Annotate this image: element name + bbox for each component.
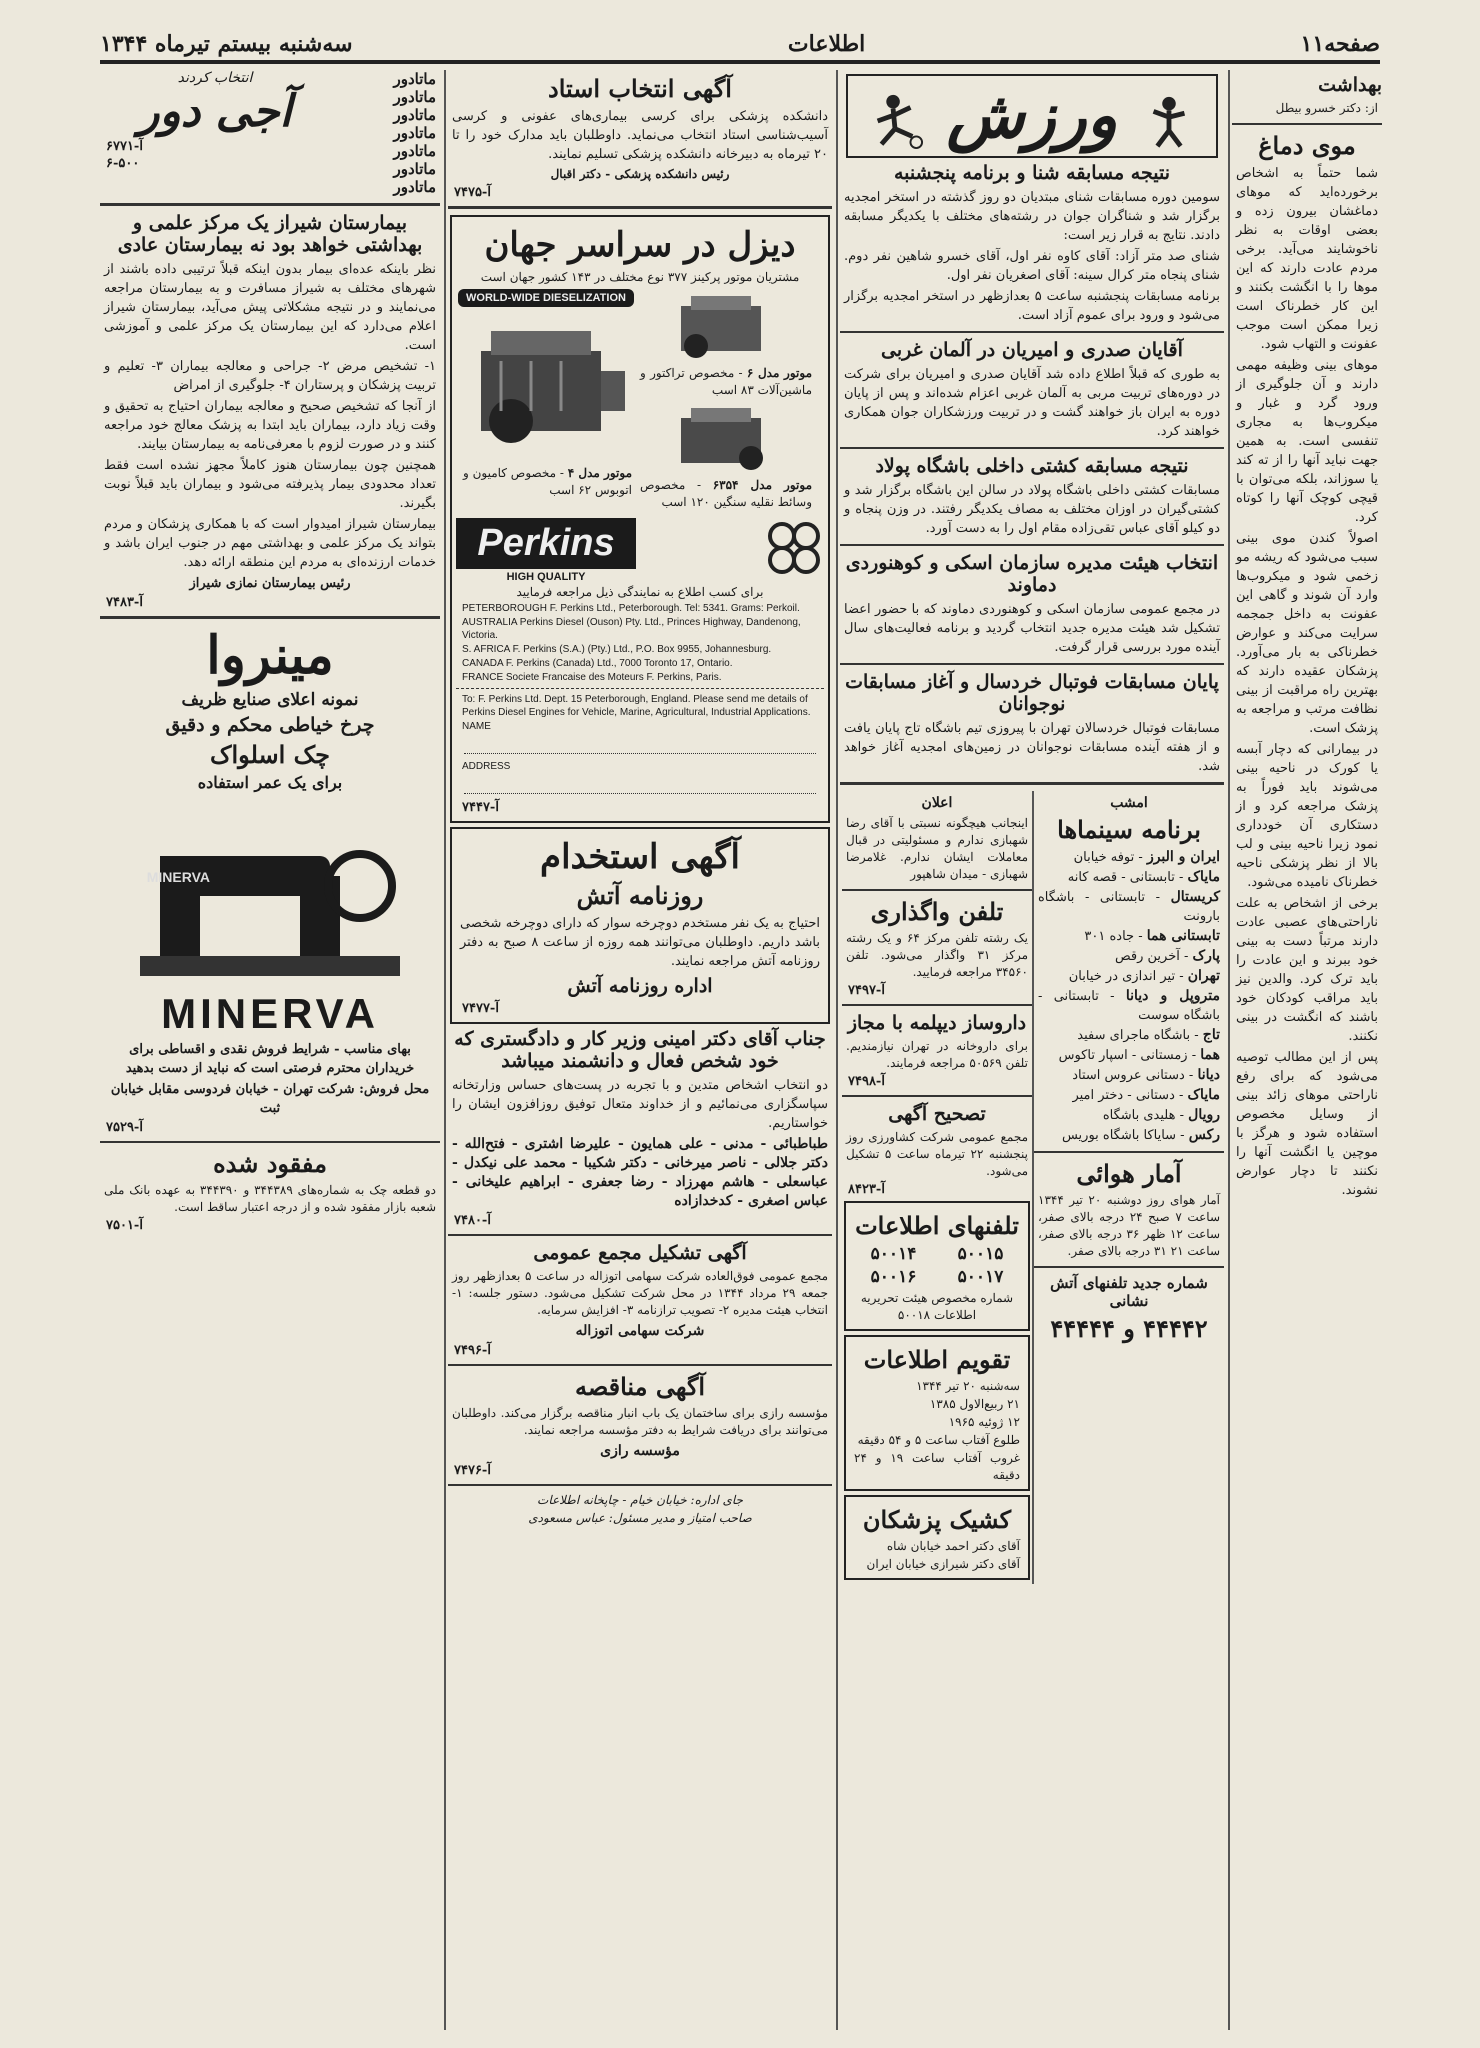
phones-row: ۵۰۰۱۶ ۵۰۰۱۷ (870, 1267, 1004, 1287)
sport-headline: نتیجه مسابقه شنا و برنامه پنجشنبه (893, 162, 1170, 184)
minerva-wordmark: MINERVA (161, 990, 379, 1037)
tender-sign: مؤسسه رازی (600, 1443, 680, 1459)
fire-title: شماره جدید تلفنهای آتش نشانی (1050, 1274, 1208, 1310)
hospital-sign: رئیس بیمارستان نمازی شیراز (189, 576, 351, 591)
ad-ref: ۷۴۷۵-آ (454, 185, 491, 200)
divider (100, 616, 440, 619)
sport-headline: پایان مسابقات فوتبال خردسال و آغاز مسابقات نوجوانان (845, 671, 1219, 715)
coupon-address-label: ADDRESS (462, 761, 511, 772)
job-ad-text: احتیاج به یک نفر مستخدم دوچرخه سوار که دارای دوچرخه شخصی باشد داریم. داوطلبان می‌توانند همه روزه از ساعت ۸ صبح به دفتر روزنامه آتش مراجعه نمایند. (460, 916, 821, 969)
minerva-line: چرخ خیاطی محکم و دقیق (165, 714, 375, 736)
minerva-shop: محل فروش: شرکت تهران - خیابان فردوسی مقابل خیابان ثبت (110, 1082, 430, 1116)
divider (840, 663, 1224, 665)
correction-text: مجمع عمومی شرکت کشاورزی روز پنجشنبه ۲۲ تیرماه ساعت ۵ تشکیل می‌شود. (846, 1130, 1029, 1178)
correction-title: تصحیح آگهی (888, 1103, 986, 1125)
sport-paragraph: به طوری که قبلاً اطلاع داده شد آقایان صدری و امیریان برای شرکت در دوره‌های تربیت مربی به آلمان غربی اعزام شده‌اند و پس از پایان دوره به ایران باز خواهند گشت و در تربیت ورزشکاران جوان همکاری خواهند کرد. (844, 367, 1220, 439)
divider (840, 544, 1224, 546)
perkins-address: FRANCE Societe Francaise des Moteurs F. Perkins, Paris. (462, 672, 722, 683)
perkins-address: AUSTRALIA Perkins Diesel (Ouson) Pty. Ltd., Princes Highway, Dandenong, Victoria. (462, 617, 801, 641)
matador-slogan: انتخاب کردند (177, 70, 253, 86)
job-ad-subtitle: روزنامه آتش (576, 881, 704, 910)
hospital-paragraph: نظر باینکه عده‌ای بیمار بدون اینکه قبلاً ترتیبی داده باشند از شهرهای مختلف به شیراز مسافرت و به بیمارستان مراجعه می‌نمایند و در نتیجه مشکلاتی پیش می‌آید، بیمارستان شیراز اعلام می‌دارد که این بیمارستان یک مرکز علمی و آموزشی است. (104, 262, 436, 353)
cinema-entry: هما - زمستانی - اسپار تاکوس (1058, 1047, 1220, 1063)
cinema-entry: رکس - سایاکا باشگاه بوریس (1061, 1127, 1220, 1143)
boxer-icon (1140, 92, 1198, 150)
doctor-line: آقای دکتر شیرازی خیابان ایران (866, 1557, 1020, 1571)
engine-icon (461, 311, 631, 461)
issue-date: سه‌شنبه بیستم تیرماه ۱۳۴۴ (100, 31, 353, 57)
divider (100, 203, 440, 206)
engine-area (456, 287, 824, 512)
calendar-title: تقویم اطلاعات (863, 1345, 1011, 1374)
ad-ref: ۶-۵۰۰ (106, 156, 140, 171)
print-note: جای اداره: خیابان خیام - چاپخانه اطلاعات (537, 1493, 743, 1507)
cinema-entry: متروپل و دیانا - تابستانی - باشگاه سوست (1038, 988, 1220, 1023)
ads-column (448, 70, 832, 2030)
cinema-listings (1032, 791, 1224, 1584)
calendar-box (844, 1335, 1030, 1491)
perkins-logo: Perkins (456, 518, 636, 569)
phones-box (844, 1201, 1030, 1331)
divider (1034, 1151, 1224, 1153)
svg-text:MINERVA: MINERVA (146, 869, 210, 885)
perkins-ad (450, 215, 830, 823)
tonight-label: امشب (1110, 795, 1148, 811)
professor-ad-title: آگهی انتخاب استاد (548, 74, 732, 103)
perkins-address: PETERBOROUGH F. Perkins Ltd., Peterborough. Tel: 5341. Grams: Perkoil. (462, 603, 800, 614)
minerva-subtitle: نمونه اعلای صنایع ظریف (181, 690, 359, 710)
divider (1232, 123, 1382, 125)
sport-headline: آقایان صدری و امیریان در آلمان غربی (881, 339, 1183, 361)
health-paragraph: پس از این مطالب توصیه می‌شود که برای رفع ناراحتی موهای زائد بینی از وسایل مخصوص استفاده شود و هرگز با موچین یا انگشت آنها را نکنند تا دچار عوارض نشوند. (1236, 1050, 1378, 1198)
ad-ref: ۷۴۸۰-آ (454, 1213, 491, 1228)
divider (1034, 1266, 1224, 1268)
tender-text: مؤسسه رازی برای ساختمان یک باب انبار مناقصه برگزار می‌کند. داوطلبان می‌توانند برای دریافت شرایط به دفتر مؤسسه مراجعه نمایند. (452, 1406, 828, 1437)
professor-ad-sign: رئیس دانشکده پزشکی - دکتر اقبال (550, 167, 730, 181)
health-paragraph: شما حتماً به اشخاص برخورده‌اید که موهای دماغشان بیرون زده و بعضی اوقات به نظر ناخوشایند می‌آید. برخی مردم عادت دارند که این موها را با انگشت بکنند و این کار خطرناک است زیرا ممکن است موجب عفونت و التهاب شود. (1236, 166, 1378, 352)
assembly-text: مجمع عمومی فوق‌العاده شرکت سهامی اتوزاله در ساعت ۵ بعدازظهر روز جمعه ۲۹ مرداد ۱۳۴۴ در محل شرکت تشکیل می‌شود. دستور جلسه: ۱- انتخاب هیئت مدیره ۲- تصویب ترازنامه ۳- افزایش سرمایه. (452, 1269, 829, 1317)
health-column (1232, 70, 1382, 2030)
sport-paragraph: مسابقات کشتی داخلی باشگاه پولاد در سالن این باشگاه برگزار شد و کشتی‌گیران در اوزان مختلف به مصاف یکدیگر رفتند. در وزن پنجاه و دو کیلو آقای عباس تقی‌زاده مقام اول را به دست آورد. (844, 483, 1220, 536)
calendar-line: ۲۱ ربیع‌الاول ۱۳۸۵ (929, 1397, 1020, 1411)
footballer-icon (866, 92, 924, 150)
cinema-entry: مایاک - دستانی - دختر امیر (1072, 1087, 1220, 1103)
assembly-title: آگهی تشکیل مجمع عمومی (533, 1242, 747, 1264)
phones-note: شماره مخصوص هیئت تحریریه اطلاعات ۵۰۰۱۸ (860, 1291, 1014, 1322)
cinema-entry: تهران - تیر اندازی در خیابان (1068, 968, 1220, 984)
ad-ref: ۷۵۰۱-آ (106, 1218, 143, 1233)
hospital-title: بیمارستان شیراز یک مرکز علمی و بهداشتی خواهد بود نه بیمارستان عادی (117, 212, 423, 256)
notices (842, 791, 1032, 1584)
minister-names: طباطبائی - مدنی - علی همایون - علیرضا اشتری - فتح‌الله - دکتر جلالی - ناصر میرخانی - دکتر شکیبا - محمد علی نیکدل - عباسعلی - هاشم مهرزاد - رضا جعفری - ابراهیم علیخانی - عباس اصغری - کدخدازاده (452, 1136, 828, 1209)
minister-title: جناب آقای دکتر امینی وزیر کار و دادگستری که خود شخص فعال و دانشمند میباشد (454, 1028, 826, 1072)
perkins-brand-row (456, 512, 824, 583)
hospital-paragraph: از آنجا که تشخیص صحیح و معالجه بیماران احتیاج به تحقیق و وقت زیاد دارد، بیماران باید ابتدا به پزشک معالج خود مراجعه کنند و در صورت لزوم با معرفی‌نامه به بیمارستان بیایند. (104, 399, 436, 452)
sport-headline: نتیجه مسابقه کشتی داخلی باشگاه پولاد (875, 455, 1189, 477)
engine-name: موتور مدل ۶۳۵۴ - مخصوص وسائط نقلیه سنگین ۱۲۰ اسب (640, 478, 812, 509)
divider (840, 447, 1224, 449)
tender-title: آگهی مناقصه (574, 1372, 706, 1401)
job-ad (450, 827, 830, 1024)
coupon-cut-line (456, 688, 824, 689)
phones-title: تلفنهای اطلاعات (855, 1211, 1019, 1240)
divider (448, 1364, 832, 1366)
minerva-text: بهای مناسب - شرایط فروش نقدی و اقساطی برای خریداران محترم فرصتی است که نباید از دست بدهید (125, 1042, 415, 1076)
matador-logo: آجی دور (138, 86, 292, 137)
ad-ref: ۷۴۷۷-آ (462, 1001, 499, 1016)
section-health: بهداشت (1318, 74, 1382, 96)
ad-ref: ۷۴۸۳-آ (106, 595, 143, 610)
ad-ref: ۷۵۲۹-آ (106, 1120, 143, 1135)
cinema-entry: تابستانی هما - جاده ۳۰۱ (1084, 928, 1220, 944)
cinema-and-notices (840, 791, 1224, 1584)
health-paragraph: در بیمارانی که دچار آبسه یا کورک در ناحیه بینی می‌شوند باید فوراً به پزشک مراجعه کرد و از دستکاری آن خودداری نمود زیرا ناحیه بینی و لب بالا از نظر پزشکی ناحیه خطرناک نامیده می‌شود. (1236, 742, 1378, 890)
perkins-address: CANADA F. Perkins (Canada) Ltd., 7000 Toronto 17, Ontario. (462, 658, 733, 669)
print-owner: صاحب امتیاز و مدیر مسئول: عباس مسعودی (528, 1511, 752, 1525)
fire-numbers: ۴۴۴۴۲ و ۴۴۴۴۴ (1050, 1314, 1208, 1343)
paper-name: اطلاعات (787, 31, 866, 57)
divider (842, 1095, 1032, 1097)
phones-row: ۵۰۰۱۴ ۵۰۰۱۵ (870, 1244, 1004, 1264)
cinema-entry: رویال - هلیدی باشگاه (1102, 1107, 1220, 1123)
calendar-line: ۱۲ ژوئیه ۱۹۶۵ (948, 1415, 1020, 1429)
doctor-line: آقای دکتر احمد خیابان شاه (886, 1539, 1020, 1553)
sewing-machine-icon (120, 796, 420, 986)
left-column (100, 70, 440, 2030)
phone-ad-title: تلفن واگذاری (870, 897, 1004, 926)
notice-text: اینجانب هیچگونه نسبتی با آقای رضا شهبازی ندارم و مسئولیتی در قبال معاملات ایشان ندارم. غلامرضا شهبازی - میدان شاهپور (846, 816, 1028, 881)
calendar-line: غروب آفتاب ساعت ۱۹ و ۲۴ دقیقه (854, 1451, 1020, 1482)
hospital-paragraph: همچنین چون بیمارستان هنوز کاملاً مجهز نشده است فقط تعداد محدودی بیمار پذیرفته می‌شود و بیماران باید قبلاً نوبت بگیرند. (104, 458, 436, 511)
engine-icon (671, 403, 781, 473)
divider (842, 1004, 1032, 1006)
sport-headline: انتخاب هیئت مدیره سازمان اسکی و کوهنوردی دماوند (845, 552, 1219, 596)
sport-paragraph: مسابقات فوتبال خردسالان تهران با پیروزی تیم باشگاه تاج پایان یافت و از هفته آینده مسابقات نوجوانان در زمین‌های امجدیه آغاز خواهد شد. (844, 721, 1220, 774)
engine-icon (671, 291, 781, 361)
page-number: صفحه۱۱ (1300, 31, 1380, 57)
divider (448, 1484, 832, 1486)
coupon-name-label: NAME (462, 721, 491, 732)
weather-title: آمار هوائی (1076, 1159, 1182, 1188)
cinema-entry: مایاک - تابستانی - قصه کانه (1067, 869, 1220, 885)
cinema-entry: ایران و البرز - توفه خیابان (1073, 849, 1220, 865)
minerva-line: برای یک عمر استفاده (197, 773, 343, 792)
sport-paragraph: شنای صد متر آزاد: آقای کاوه نفر اول، آقای خسرو شاهین نفر دوم. شنای پنجاه متر کرال سینه: آقای اصغریان نفر اول. (844, 249, 1220, 283)
health-paragraph: اصولاً کندن موی بینی سبب می‌شود که ریشه مو زخمی شود و میکروب‌ها وارد آن شوند و گاهی این عفونت به داخل جمجمه سرایت می‌کند و عوارض خطرناکی به بار می‌آورد. پزشکان عقیده دارند که بهترین راه مراقبت از بینی نظافت مرتب و مراجعه به پزشک است. (1236, 531, 1378, 736)
ad-ref: ۶۷۷۱-آ (106, 139, 143, 154)
calendar-line: طلوع آفتاب ساعت ۵ و ۵۴ دقیقه (857, 1433, 1020, 1447)
health-paragraph: برخی از اشخاص به علت ناراحتی‌های عصبی عادت دارند مرتباً دست به بینی خود ببرند و این عادت را باید ترک کرد. والدین نیز باید مراقب کودکان خود باشند که انگشت در بینی نکنند. (1236, 896, 1378, 1044)
diesel-title: دیزل در سراسر جهان (484, 225, 796, 265)
engine-list (636, 287, 816, 512)
ad-ref: ۷۴۴۷-آ (462, 800, 499, 815)
matador-ad (100, 70, 440, 197)
coupon-address-field[interactable] (464, 779, 816, 794)
column-divider (836, 70, 838, 2030)
minerva-title: مینروا (206, 625, 334, 686)
minister-text: دو انتخاب اشخاص متدین و با تجربه در پست‌های حساس وزارتخانه سپاسگزاری می‌نمائیم و از خداوند متعال توفیق روزافزون ایشان را خواستاریم. (452, 1078, 828, 1131)
weather-text: آمار هوای روز دوشنبه ۲۰ تیر ۱۳۴۴ ساعت ۷ صبح ۲۴ درجه بالای صفر، ساعت ۱۲ ظهر ۳۶ درجه بالای صفر، ساعت ۲۱ ۳۱ درجه بالای صفر. (1038, 1193, 1221, 1258)
coupon-name-field[interactable] (464, 739, 816, 754)
perkins-logo-block (456, 512, 636, 583)
cinema-title: برنامه سینماها (1057, 815, 1201, 844)
notice-title: اعلان (921, 795, 953, 811)
pharma-ad-title: داروساز دیپلمه با مجاز (847, 1012, 1027, 1034)
divider (448, 206, 832, 209)
health-author: از: دکتر خسرو بیطل (1275, 101, 1378, 115)
divider (840, 782, 1224, 785)
cinema-entry: پارک - آخرین رقص (1114, 948, 1220, 964)
engine-image-block (456, 287, 636, 500)
sport-paragraph: برنامه مسابقات پنجشنبه ساعت ۵ بعدازظهر در استخر امجدیه برگزار می‌شود و ورود برای عموم آزاد است. (844, 289, 1220, 323)
header-rule (100, 60, 1380, 64)
phone-ad-text: یک رشته تلفن مرکز ۶۴ و یک رشته مرکز ۳۱ واگذار می‌شود. تلفن ۳۴۵۶۰ مراجعه فرمایید. (846, 931, 1028, 979)
professor-ad-text: دانشکده پزشکی برای کرسی بیماری‌های عفونی و کرسی آسیب‌شناسی استاد انتخاب می‌نماید. داوطلبان باید مدارک خود را تا ۲۰ تیرماه به دبیرخانه دانشکده پزشکی تسلیم نمایند. (452, 109, 828, 162)
sport-paragraph: در مجمع عمومی سازمان اسکی و کوهنوردی دماوند که با حضور اعضا تشکیل شد هیئت مدیره جدید انتخاب گردید و برنامه فعالیت‌های سال آینده مورد بررسی قرار گرفت. (844, 602, 1220, 655)
sport-column (840, 70, 1224, 2030)
lost-title: مفقود شده (213, 1149, 327, 1178)
assembly-sign: شرکت سهامی اتوزاله (575, 1323, 705, 1339)
column-divider (1228, 70, 1230, 2030)
health-title: موی دماغ (1258, 131, 1356, 160)
divider (842, 889, 1032, 891)
calendar-line: سه‌شنبه ۲۰ تیر ۱۳۴۴ (916, 1379, 1020, 1393)
sport-paragraph: سومین دوره مسابقات شنای مبتدیان دو روز گذشته در استخر امجدیه برگزار شد و شناگران جوان در رشته‌های مختلف با یکدیگر مسابقه دادند. نتایج به قرار زیر است: (844, 190, 1220, 243)
doctors-title: کشیک پزشکان (862, 1505, 1012, 1534)
minerva-line: چک اسلواک (210, 740, 330, 769)
matador-list: ماتادور ماتادور ماتادور ماتادور ماتادور ماتادور ماتادور (393, 70, 436, 196)
doctors-box (844, 1495, 1030, 1580)
page-header (100, 30, 1380, 58)
ad-ref: ۷۴۷۶-آ (454, 1463, 491, 1478)
matador-brand (100, 70, 330, 197)
pharma-ad-text: برای داروخانه در تهران نیازمندیم. تلفن ۵۰۵۶۹ مراجعه فرمایند. (846, 1039, 1028, 1070)
cinema-entry: دیانا - دستانی عروس استاد (1072, 1067, 1220, 1083)
job-ad-title: آگهی استخدام (540, 837, 740, 877)
ad-ref: ۷۴۹۷-آ (848, 983, 885, 998)
engine-name: موتور مدل ۴ - مخصوص کامیون و اتوبوس ۶۲ اسب (462, 466, 632, 497)
perkins-contact: برای کسب اطلاع به نمایندگی ذیل مراجعه فرمایید (516, 585, 764, 599)
ad-ref: ۸۴۲۳-آ (848, 1182, 885, 1197)
perkins-coupon-text: To: F. Perkins Ltd. Dept. 15 Peterborough, England. Please send me details of Perkins Diesel Engines for Vehicle, Marine, Agricultural, Industrial Applications. (462, 694, 811, 718)
ad-ref: ۷۴۹۶-آ (454, 1343, 491, 1358)
minerva-ad (100, 625, 440, 1135)
health-paragraph: موهای بینی وظیفه مهمی دارند و آن جلوگیری از ورود گرد و غبار و میکروب‌ها به مجاری تنفسی است. به همین جهت نباید آنها را از ته کند یا سوزاند، بلکه می‌توان با قیچی کوچک آنها را کوتاه کرد. (1236, 358, 1378, 525)
diesel-subtitle: مشتریان موتور پرکینز ۳۷۷ نوع مختلف در ۱۴۳ کشور جهان است (480, 270, 800, 284)
perkins-emblem-icon (764, 518, 824, 578)
engine-name: موتور مدل ۶ - مخصوص تراکتور و ماشین‌آلات ۸۳ اسب (640, 366, 813, 397)
cinema-entry: کریستال - تابستانی - باشگاه بارونت (1038, 889, 1220, 924)
hospital-paragraph: بیمارستان شیراز امیدوار است که با همکاری پزشکان و مردم بتواند یک مرکز علمی و بهداشتی مهم در جنوب ایران باشد و خدمات ارزنده‌ای به مردم این منطقه ارائه دهد. (104, 517, 436, 570)
ad-ref: ۷۴۹۸-آ (848, 1074, 885, 1089)
divider (448, 1234, 832, 1236)
hospital-paragraph: ۱- تشخیص مرض ۲- جراحی و معالجه بیماران ۳- تعلیم و تربیت پزشکان و پرستاران ۴- جلوگیری از امراض (104, 359, 437, 393)
lost-text: دو قطعه چک به شماره‌های ۳۴۴۳۸۹ و ۳۴۴۳۹۰ به عهده بانک ملی شعبه بازار مفقود شده و از درجه اعتبار ساقط است. (104, 1183, 436, 1214)
perkins-address: S. AFRICA F. Perkins (S.A.) (Pty.) Ltd., P.O. Box 9955, Johannesburg. (462, 644, 772, 655)
job-ad-sign: اداره روزنامه آتش (567, 975, 713, 997)
perkins-tagline: HIGH QUALITY (506, 571, 586, 583)
divider (100, 1141, 440, 1143)
divider (840, 331, 1224, 333)
column-divider (444, 70, 446, 2030)
dieselization-badge: WORLD-WIDE DIESELIZATION (458, 289, 634, 307)
cinema-entry: تاج - باشگاه ماجرای سفید (1077, 1027, 1220, 1043)
sport-logo: ورزش (846, 74, 1218, 158)
